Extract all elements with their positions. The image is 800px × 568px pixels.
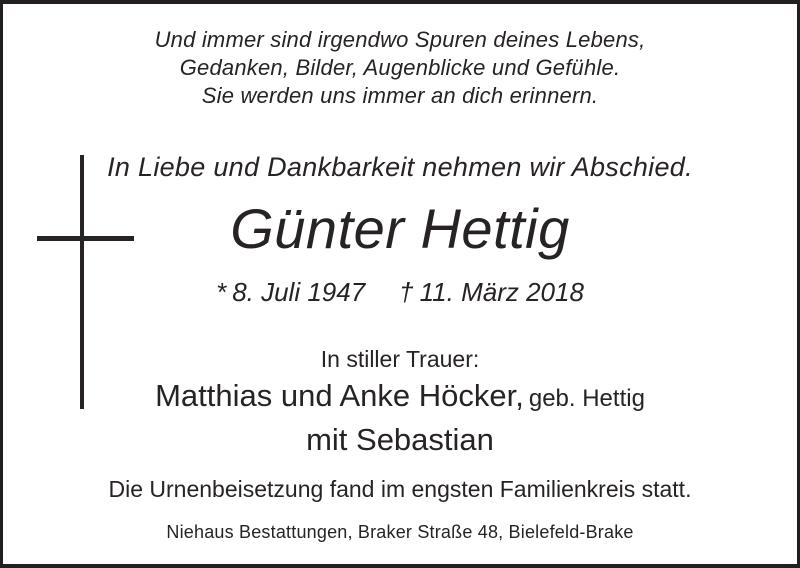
opening-line-3: Sie werden uns immer an dich erinnern.: [201, 83, 599, 108]
opening-line-2: Gedanken, Bilder, Augenblicke und Gefühle.: [179, 55, 621, 80]
secondary-mourner: mit Sebastian: [306, 422, 494, 457]
death-date-group: [399, 277, 584, 307]
mourners-maiden-name: geb. Hettig: [528, 385, 645, 412]
mourners-main: Matthias und Anke Höcker,: [155, 378, 524, 413]
mourning-label: In stiller Trauer:: [320, 346, 480, 372]
death-dagger-symbol: †: [399, 277, 414, 307]
mourners-line: [3, 378, 797, 414]
farewell-line: In Liebe und Dankbarkeit nehmen wir Abschied.: [107, 152, 693, 182]
opening-line-1: Und immer sind irgendwo Spuren deines Lebens,: [154, 27, 646, 52]
funeral-home-line: Niehaus Bestattungen, Braker Straße 48, Bielefeld-Brake: [166, 522, 634, 542]
life-dates: [3, 277, 797, 308]
opening-verse: [3, 26, 797, 110]
birth-date-group: [216, 277, 365, 307]
birth-date: 8. Juli 1947: [232, 277, 366, 307]
birth-star-symbol: *: [216, 277, 227, 307]
deceased-name: Günter Hettig: [230, 197, 570, 260]
death-date: 11. März 2018: [419, 277, 584, 307]
burial-note: Die Urnenbeisetzung fand im engsten Familienkreis statt.: [108, 476, 692, 502]
